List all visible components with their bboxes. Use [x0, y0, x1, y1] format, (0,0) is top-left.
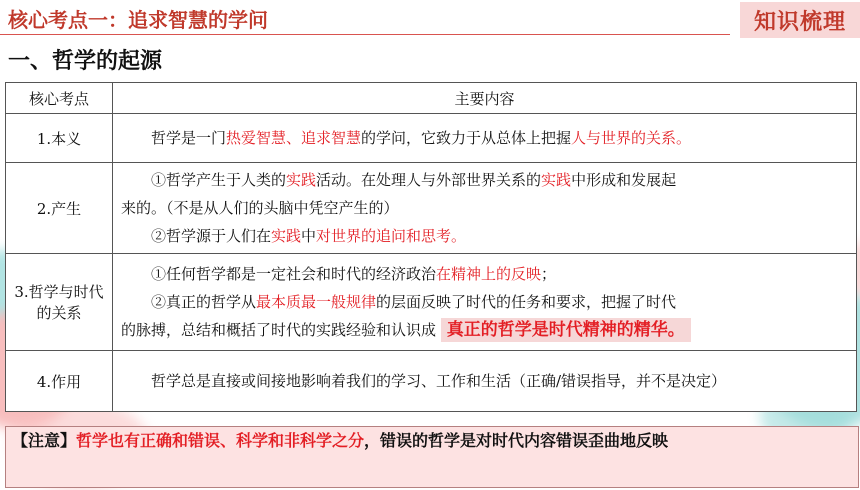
content-line: 哲学总是直接或间接地影响着我们的学习、工作和生活（正确/错误指导，并不是决定）: [151, 372, 727, 390]
text-run: 哲学是一门: [151, 129, 227, 147]
content-line: [121, 316, 848, 344]
section-heading: 一、哲学的起源: [8, 49, 163, 74]
content-line: 来的。（不是从人们的头脑中凭空产生的）: [121, 199, 399, 217]
content-line: [121, 288, 848, 316]
text-run: 中: [301, 227, 317, 245]
content-line: [121, 124, 848, 152]
table-header-row: [6, 83, 857, 114]
emphasis-text: 实践: [271, 227, 302, 245]
column-header: 主要内容: [113, 83, 857, 114]
note-text: ，错误的哲学是对时代内容错误歪曲地反映: [364, 431, 669, 450]
key-conclusion-highlight: 真正的哲学是时代精神的精华。: [441, 318, 691, 342]
emphasis-text: 热爱智慧、追求智慧: [226, 129, 362, 147]
text-run: ②真正的哲学从: [151, 293, 257, 311]
emphasis-text: 对世界的追问和思考。: [316, 227, 467, 245]
text-run: 的层面反映了时代的任务和要求，把握了时代: [376, 293, 677, 311]
content-line: [121, 222, 848, 250]
table-row: [6, 351, 857, 412]
content-line: [121, 166, 848, 194]
section-tag: 知识梳理: [740, 2, 860, 38]
header-bar: [0, 0, 860, 38]
row-content: [113, 114, 857, 163]
title-underline: [0, 34, 730, 35]
emphasis-text: 实践: [541, 171, 572, 189]
note-label: 【注意】: [12, 431, 77, 450]
content-table: [5, 82, 857, 412]
column-header: 核心考点: [6, 83, 113, 114]
text-run: 的学问，它致力于从总体上把握: [361, 129, 572, 147]
text-run: ①任何哲学都是一定社会和时代的经济政治: [151, 265, 437, 283]
row-label: 4.作用: [6, 351, 113, 412]
text-run: 中形成和发展起: [571, 171, 677, 189]
row-content: [113, 163, 857, 254]
note-box: [5, 426, 859, 488]
text-run: ；: [541, 265, 557, 283]
row-content: [113, 351, 857, 412]
text-run: ②哲学源于人们在: [151, 227, 272, 245]
row-label: 2.产生: [6, 163, 113, 254]
table-row: [6, 114, 857, 163]
emphasis-text: 人与世界的关系。: [571, 129, 692, 147]
row-label: 3.哲学与时代的关系: [6, 254, 113, 351]
row-label: 1.本义: [6, 114, 113, 163]
emphasis-text: 最本质最一般规律: [256, 293, 377, 311]
text-run: 的脉搏，总结和概括了时代的实践经验和认识成: [121, 321, 437, 339]
text-run: ①哲学产生于人类的: [151, 171, 287, 189]
row-content: [113, 254, 857, 351]
content-line: [121, 260, 848, 288]
table-row: [6, 163, 857, 254]
text-run: 活动。在处理人与外部世界关系的: [316, 171, 542, 189]
note-emphasis: 哲学也有正确和错误、科学和非科学之分: [76, 431, 365, 450]
page-title: 核心考点一：追求智慧的学问: [8, 8, 268, 32]
emphasis-text: 实践: [286, 171, 317, 189]
table-row: [6, 254, 857, 351]
emphasis-text: 在精神上的反映: [436, 265, 542, 283]
